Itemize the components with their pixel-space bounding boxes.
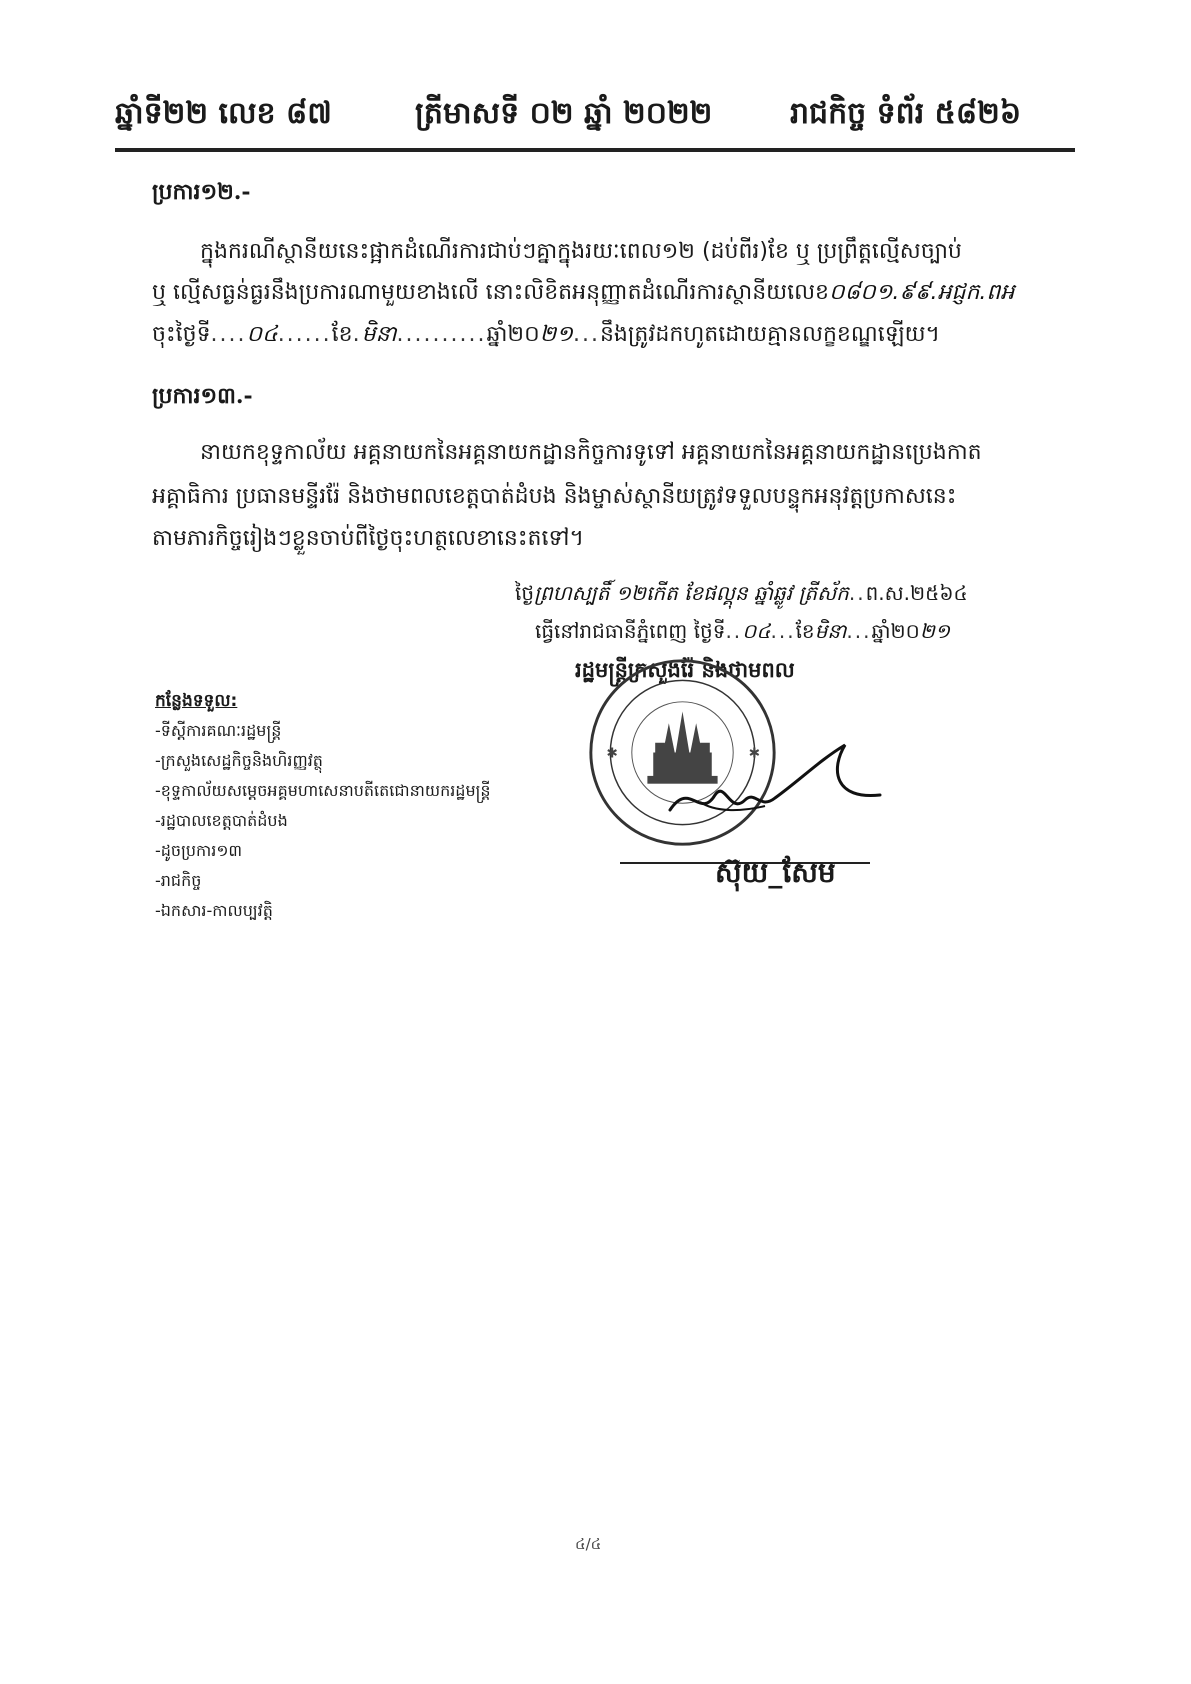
sign-day: ០៤ <box>742 619 771 643</box>
issue-day-label: ចុះថ្ងៃទី <box>152 322 211 347</box>
article-13-line3: តាមភារកិច្ចរៀងៗខ្លួនចាប់ពីថ្ងៃចុះហត្ថលេខានេះតទៅ។ <box>152 526 584 551</box>
sign-year-label: ឆ្នាំ២០ <box>871 619 920 643</box>
recipient-item: -រដ្ឋបាលខេត្តបាត់ដំបង <box>155 811 288 830</box>
article-12-title: ប្រការ១២.- <box>152 179 251 205</box>
place-date: ធ្វើនៅរាជធានីភ្នំពេញ ថ្ងៃទី..០៤...ខែមិនា...ឆ្នាំ២០២១ <box>535 619 951 643</box>
recipient-item: -ឯកសារ-កាលប្បវត្តិ <box>155 901 273 920</box>
svg-text:✱: ✱ <box>748 745 761 762</box>
buddhist-year: ព.ស.២៥៦៤ <box>865 581 968 605</box>
article-12-line2-text: ឬ ល្មើសធ្ងន់ធ្ងរនឹងប្រការណាមួយខាងលើ នោះលិខិតអនុញ្ញាតដំណើរការស្ថានីយលេខ <box>152 280 829 305</box>
recipient-item: -ដូចប្រការ១៣ <box>155 841 243 860</box>
signatory-name: ស៊ុយ_សែម <box>715 856 836 889</box>
minister-title: រដ្ឋមន្ត្រីក្រសួងរ៉ែ និងថាមពល <box>575 658 795 682</box>
recipient-item: -ក្រសួងសេដ្ឋកិច្ចនិងហិរញ្ញវត្ថុ <box>155 751 323 770</box>
article-13-line1: នាយកខុទ្ទកាល័យ អគ្គនាយកនៃអគ្គនាយកដ្ឋានកិច្ចការទូទៅ អគ្គនាយកនៃអគ្គនាយកដ្ឋានប្រេងកាត <box>200 440 982 465</box>
header-right: រាជកិច្ច ទំព័រ ៥៨២៦ <box>790 96 1022 131</box>
issue-day: ០៤ <box>246 322 278 347</box>
article-12-line1: ក្នុងករណីស្ថានីយនេះផ្អាកដំណើរការជាប់ៗគ្នាក្នុងរយៈពេល១២ (ដប់ពីរ)ខែ ឬ ប្រព្រឹត្តល្មើសច្បាប់ <box>200 239 962 264</box>
sign-month-label: ខែ <box>795 619 815 643</box>
issue-month: មិនា <box>361 322 397 347</box>
article-13-title: ប្រការ១៣.- <box>152 383 253 409</box>
recipient-item: -ខុទ្ទកាល័យសម្តេចអគ្គមហាសេនាបតីតេជោនាយករដ្ឋមន្ត្រី <box>155 781 491 800</box>
lunar-handwritten: ព្រហស្បតិ៍ ១២កើត ខែផល្គុន ឆ្នាំឆ្លូវ ត្រីស័ក <box>534 581 849 605</box>
issue-year: ២១ <box>539 322 573 347</box>
recipients-title: កន្លែងទទួល: <box>155 691 238 711</box>
article-12-line2 <box>152 278 1014 310</box>
recipient-item: -រាជកិច្ច <box>155 871 202 890</box>
lunar-date: ថ្ងៃព្រហស្បតិ៍ ១២កើត ខែផល្គុន ឆ្នាំឆ្លូវ ត្រីស័ក..ព.ស.២៥៦៤ <box>515 581 968 605</box>
license-number: ០៨០១.៩៩.អជ្ញក.ពអ <box>829 280 1015 305</box>
header-left: ឆ្នាំទី២២ លេខ ៨៧ <box>115 96 332 131</box>
sign-year: ២១ <box>919 619 951 643</box>
handwritten-signature-icon <box>660 740 890 830</box>
article-13-line2: អគ្គាធិការ ប្រធានមន្ទីររ៉ែ និងថាមពលខេត្តបាត់ដំបង និងម្ចាស់ស្ថានីយត្រូវទទួលបន្ទុកអនុវត្តប្រកាសនេះ <box>152 484 957 509</box>
lunar-label: ថ្ងៃ <box>515 581 535 605</box>
sign-month: មិនា <box>814 619 847 643</box>
header-rule <box>115 148 1075 152</box>
place-label: ធ្វើនៅរាជធានីភ្នំពេញ ថ្ងៃទី <box>535 619 726 643</box>
article-12-line3: ចុះថ្ងៃទី....០៤......ខែ.មិនា..........ឆ្នាំ២០២១...នឹងត្រូវដកហូតដោយគ្មានលក្ខខណ្ឌឡើយ។ <box>152 322 941 347</box>
header-center: ត្រីមាសទី ០២ ឆ្នាំ ២០២២ <box>415 96 713 131</box>
page-number: ៤/៤ <box>575 1535 602 1553</box>
recipient-item: -ទីស្តីការគណៈរដ្ឋមន្ត្រី <box>155 721 282 740</box>
issue-month-label: ខែ <box>331 322 353 347</box>
svg-text:✱: ✱ <box>606 745 618 762</box>
issue-year-label: ឆ្នាំ២០ <box>486 322 540 347</box>
article-12-line3-end: នឹងត្រូវដកហូតដោយគ្មានលក្ខខណ្ឌឡើយ។ <box>599 322 941 347</box>
